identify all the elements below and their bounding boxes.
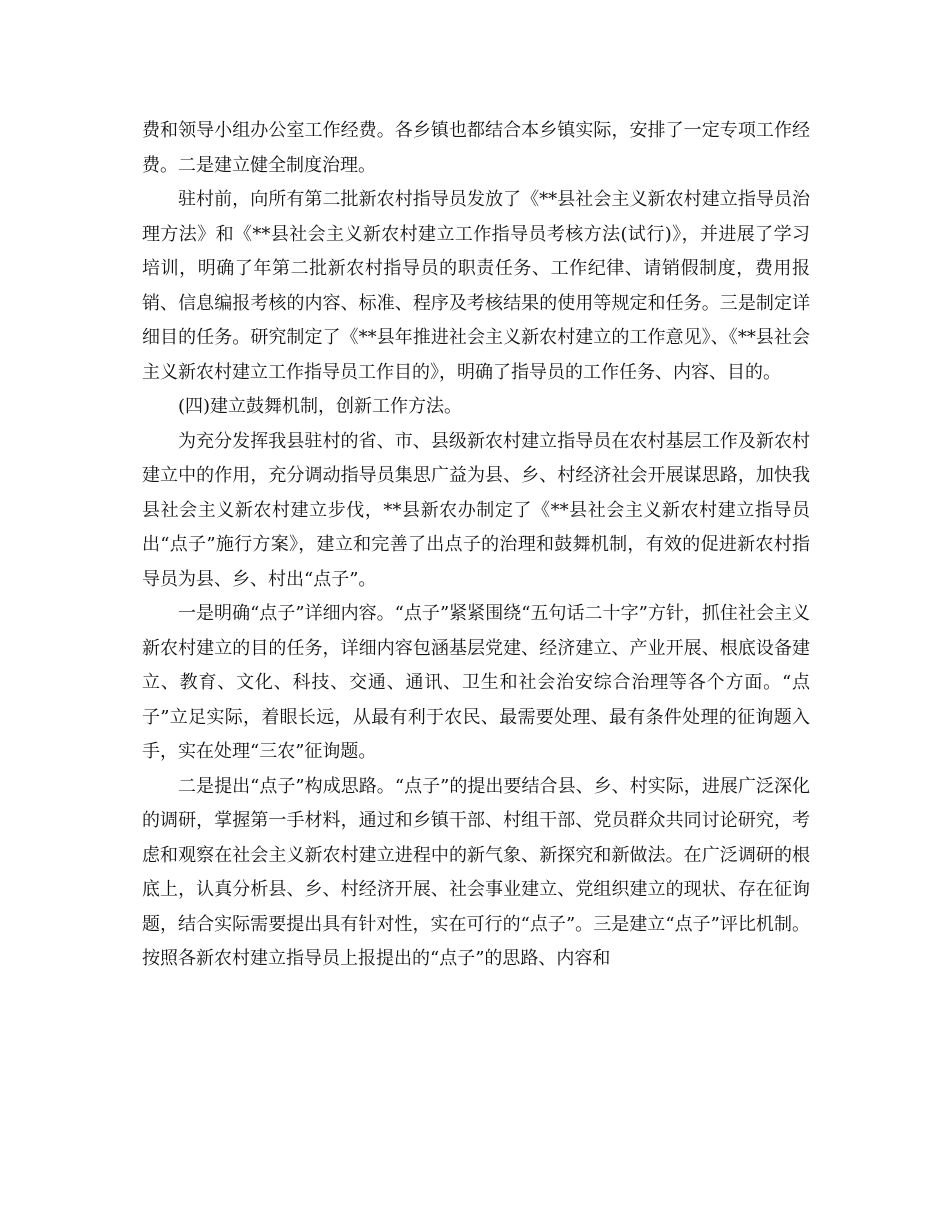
paragraph-3: 为充分发挥我县驻村的省、市、县级新农村建立指导员在农村基层工作及新农村建立中的作用，充分调动指导员集思广益为县、乡、村经济社会开展谋思路，加快我县社会主义新农村建立步伐，**县新农办制定了《**县社会主义新农村建立指导员出“点子”施行方案》，建立和完善了出点子的治理和鼓舞机制，有效的促进新农村指导员为县、乡、村出“点子”。 [142, 430, 810, 590]
document-body [142, 114, 810, 977]
paragraph-2: 驻村前，向所有第二批新农村指导员发放了《**县社会主义新农村建立指导员治理方法》和《**县社会主义新农村建立工作指导员考核方法(试行)》，并进展了学习培训，明确了年第二批新农村指导员的职责任务、工作纪律、请销假制度，费用报销、信息编报考核的内容、标准、程序及考核结果的使用等规定和任务。三是制定详细目的任务。研究制定了《**县年推进社会主义新农村建立的工作意见》、《**县社会主义新农村建立工作指导员工作目的》，明确了指导员的工作任务、内容、目的。 [142, 189, 810, 383]
paragraph-1: 费和领导小组办公室工作经费。各乡镇也都结合本乡镇实际，安排了一定专项工作经费。二是建立健全制度治理。 [142, 120, 810, 176]
paragraph-5: 二是提出“点子”构成思路。“点子”的提出要结合县、乡、村实际，进展广泛深化的调研，掌握第一手材料，通过和乡镇干部、村组干部、党员群众共同讨论研究，考虑和观察在社会主义新农村建立进程中的新气象、新探究和新做法。在广泛调研的根底上，认真分析县、乡、村经济开展、社会事业建立、党组织建立的现状、存在征询题，结合实际需要提出具有针对性，实在可行的“点子”。三是建立“点子”评比机制。按照各新农村建立指导员上报提出的“点子”的思路、内容和 [142, 775, 810, 969]
paragraph-4: 一是明确“点子”详细内容。“点子”紧紧围绕“五句话二十字”方针，抓住社会主义新农村建立的目的任务，详细内容包涵基层党建、经济建立、产业开展、根底设备建立、教育、文化、科技、交通、通讯、卫生和社会治安综合治理等各个方面。“点子”立足实际，着眼长远，从最有利于农民、最需要处理、最有条件处理的征询题入手，实在处理“三农”征询题。 [142, 603, 810, 762]
section-heading-4: (四)建立鼓舞机制，创新工作方法。 [178, 396, 463, 417]
